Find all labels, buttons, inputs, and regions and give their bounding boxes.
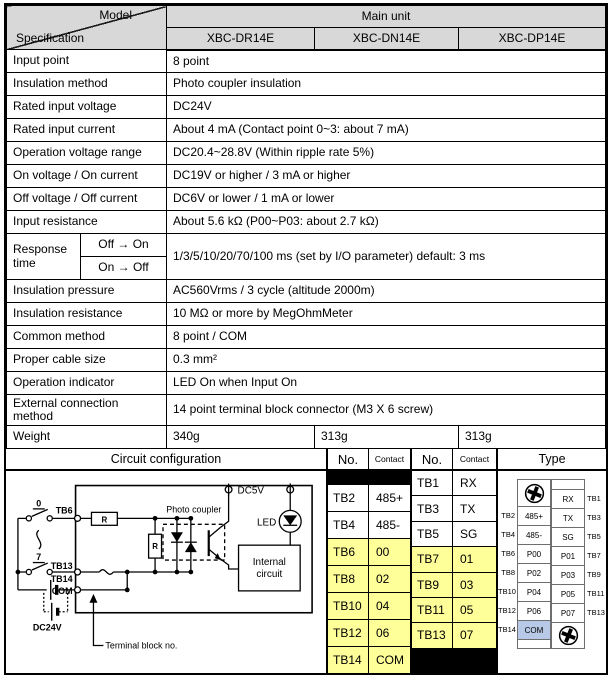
no-column-header: No. [328,449,369,469]
terminal-row [328,646,410,673]
spec-row-label: Rated input current [7,119,167,142]
weight-value-1: 340g [167,426,315,449]
terminal-contact: TX [460,501,476,516]
terminal-cell: P00 [518,544,550,563]
switch-contact-icon [26,569,31,574]
terminal-cell: P07 [552,603,584,622]
terminal-contact: COM [369,647,410,673]
header-row-1 [7,6,606,28]
switch-contact-icon [26,516,31,521]
internal-circuit-label: Internal [252,557,286,569]
weight-label: Weight [7,426,167,449]
spec-row-label: Proper cable size [7,349,167,372]
spec-row-value: DC20.4~28.8V (Within ripple rate 5%) [167,142,606,165]
terminal-contact: 485- [376,518,401,532]
spec-row-value: 8 point / COM [167,326,606,349]
spec-row-label: Insulation method [7,73,167,96]
tb14-label: TB14 [50,573,73,584]
terminal-table-header [328,449,410,471]
terminal-row [328,511,410,538]
terminal-no: TB10 [328,593,369,619]
spec-row-label: Operation voltage range [7,142,167,165]
wire [221,494,239,569]
spec-row-label: Insulation resistance [7,303,167,326]
terminal-stub-cell [518,639,550,647]
tb6-terminal-icon [75,515,81,521]
tb-label: TB1 [587,494,601,503]
circuit-configuration-title: Circuit configuration [6,449,326,471]
terminal-contact: 01 [453,547,496,571]
spec-row [7,326,606,349]
spec-row [7,50,606,73]
junction-dot [16,570,21,575]
spec-row [7,395,606,426]
spec-row [7,119,606,142]
terminal-row [412,522,496,547]
input-7-label: 7 [36,552,42,563]
switch-blade-icon [32,563,48,570]
spec-row-value: DC6V or lower / 1 mA or lower [167,188,606,211]
spec-row [7,211,606,234]
terminal-no: TB1 [412,471,453,495]
spec-row [7,372,606,395]
spec-table [6,5,606,449]
response-off-on-label: Off → On [81,234,167,257]
type-panel [498,449,606,673]
tb-label: TB3 [587,513,601,522]
terminal-block-note: Terminal block no. [105,640,178,651]
model-name-2: XBC-DN14E [315,28,459,50]
type-title: Type [498,449,606,471]
tb-label: TB6 [501,549,515,558]
tb-label: TB12 [498,606,516,615]
terminal-labels-left [498,479,517,649]
spec-row-value: 10 MΩ or more by MegOhmMeter [167,303,606,326]
spec-row-value: 14 point terminal block connector (M3 X 6 screw) [167,395,606,426]
transistor-leads [209,527,221,559]
terminal-row [412,496,496,521]
terminal-cell: SG [552,527,584,546]
response-time-row-1 [7,234,606,257]
terminal-no: TB7 [412,547,453,571]
terminal-cell: TX [552,508,584,527]
spec-row-label: Common method [7,326,167,349]
terminal-cell-com: COM [518,620,550,639]
junction-dot [153,516,158,521]
terminal-no: TB13 [412,623,453,647]
spec-row-value: 0.3 mm² [167,349,606,372]
spec-row-label: Rated input voltage [7,96,167,119]
spec-row-label: External connection method [7,395,167,426]
dc5v-label: DC5V [237,485,265,497]
tb-label: TB11 [587,589,605,598]
no-column-header: No. [412,449,453,469]
response-time-label: Response time [7,234,81,280]
model-label: Model [99,8,132,22]
junction-dot [175,516,180,521]
spec-row [7,142,606,165]
terminal-no: TB8 [328,566,369,592]
junction-dot [125,588,130,593]
photo-coupler-label: Photo coupler [166,504,222,515]
terminal-row [412,598,496,623]
spec-row [7,73,606,96]
tb-label: TB8 [501,568,515,577]
tb6-label: TB6 [55,505,73,516]
junction-dot [188,570,193,575]
model-specification-corner-cell [7,6,167,50]
terminal-stub-cell [552,480,584,489]
model-name-1: XBC-DR14E [167,28,315,50]
tb-label: TB10 [498,587,516,596]
tb-label: TB2 [501,511,515,520]
terminal-no: TB11 [412,598,453,622]
pointer-line [93,602,103,646]
terminal-block-diagram [498,471,606,673]
spec-row [7,165,606,188]
terminal-cell: RX [552,489,584,508]
terminal-contact: SG [460,526,478,541]
tb13-label: TB13 [50,561,73,572]
junction-dot [188,516,193,521]
terminal-no: TB9 [412,573,453,597]
terminal-cell: 485+ [518,506,550,525]
terminal-cell: P04 [518,582,550,601]
spec-row-value: DC24V [167,96,606,119]
diode-icon [171,532,183,542]
pointer-arrowhead [89,594,97,603]
terminal-contact: 02 [369,566,410,592]
terminal-cell: P03 [552,565,584,584]
led-label: LED [256,517,277,529]
terminal-row [412,547,496,572]
circuit-configuration-panel [6,449,328,673]
tb13-terminal-icon [75,569,81,575]
terminal-no: TB2 [328,485,369,511]
spec-row-value: About 4 mA (Contact point 0~3: about 7 mA) [167,119,606,142]
response-time-value: 1/3/5/10/20/70/100 ms (set by I/O parameter) default: 3 ms [167,234,606,280]
spec-row [7,188,606,211]
terminal-no: TB12 [328,620,369,646]
spec-row-value: AC560Vrms / 3 cycle (altitude 2000m) [167,280,606,303]
terminal-cell: 485- [518,525,550,544]
spec-row-label: Input resistance [7,211,167,234]
junction-dot [153,570,158,575]
terminal-column-right [551,479,585,649]
dc24v-label: DC24V [32,622,62,633]
terminal-contact: RX [460,476,477,491]
terminal-table-odd [412,449,498,673]
junction-dot [125,570,130,575]
circuit-diagram-svg [6,471,326,673]
continuation-squiggle [99,570,113,575]
screw-icon [518,480,550,506]
tb-label: TB9 [587,570,601,579]
terminal-contact: 485+ [376,491,404,505]
terminal-contact: 05 [453,598,496,622]
continuation-squiggle [37,530,41,549]
terminal-contact: 00 [369,539,410,565]
spec-row [7,280,606,303]
weight-value-3: 313g [459,426,606,449]
response-on-off-label: On → Off [81,257,167,280]
spec-row-label: Insulation pressure [7,280,167,303]
spec-row [7,349,606,372]
tb-label: TB5 [587,532,601,541]
spec-row-value: LED On when Input On [167,372,606,395]
tb-label: TB7 [587,551,601,560]
spec-row-value: 8 point [167,50,606,73]
terminal-cell: P06 [518,601,550,620]
terminal-row [328,592,410,619]
spec-row-label: Operation indicator [7,372,167,395]
terminal-column-left [517,479,551,649]
specification-label: Specification [16,30,85,45]
terminal-no: TB5 [412,522,453,546]
diode-icon [185,542,197,552]
terminal-row [328,619,410,646]
resistor-label: R [101,515,108,525]
terminal-no: TB4 [328,512,369,538]
internal-circuit-label: circuit [256,568,283,580]
contact-column-header: Contact [459,454,490,464]
terminal-row [328,484,410,511]
spec-row-value: About 5.6 kΩ (P00~P03: about 2.7 kΩ) [167,211,606,234]
terminal-contact: 04 [369,593,410,619]
terminal-contact: 03 [453,573,496,597]
terminal-table-header [412,449,496,471]
terminal-row [412,623,496,648]
black-filler-cell [328,471,410,484]
com-label: COM [51,585,73,596]
terminal-row [412,471,496,496]
terminal-labels-right [585,479,606,649]
spec-row-value: Photo coupler insulation [167,73,606,96]
terminal-no: TB14 [328,647,369,673]
terminal-row [328,565,410,592]
weight-row [7,426,606,449]
terminal-table-even [328,449,412,673]
tb14-com-terminal-icon [75,587,81,593]
circuit-diagram [6,471,326,673]
terminal-cell: P05 [552,584,584,603]
spec-row [7,303,606,326]
contact-column-header: Contact [374,454,405,464]
terminal-row [412,573,496,598]
terminal-cell: P02 [518,563,550,582]
spec-table-frame [4,3,608,675]
spec-row-value: DC19V or higher / 3 mA or higher [167,165,606,188]
terminal-contact: 06 [369,620,410,646]
terminal-no: TB6 [328,539,369,565]
tb-label: TB4 [501,530,515,539]
tb-label: TB13 [587,608,605,617]
junction-dot [175,570,180,575]
terminal-no: TB3 [412,496,453,520]
black-filler-cell [412,649,496,673]
spec-row [7,96,606,119]
input-0-label: 0 [36,498,42,509]
spec-row-label: On voltage / On current [7,165,167,188]
switch-contact-icon [47,516,52,521]
resistor-label: R [152,542,158,552]
wire [177,518,191,572]
spec-row-label: Input point [7,50,167,73]
led-triangle-icon [283,515,297,525]
model-name-3: XBC-DP14E [459,28,606,50]
main-unit-header: Main unit [167,6,606,28]
weight-value-2: 313g [315,426,459,449]
screw-icon [552,622,584,648]
tb-label: TB14 [498,625,516,634]
wire [81,572,128,590]
terminal-contact: 07 [453,623,496,647]
terminal-row [328,538,410,565]
terminal-cell: P01 [552,546,584,565]
circuit-section [6,449,606,673]
switch-blade-icon [32,509,48,516]
spec-row-label: Off voltage / Off current [7,188,167,211]
